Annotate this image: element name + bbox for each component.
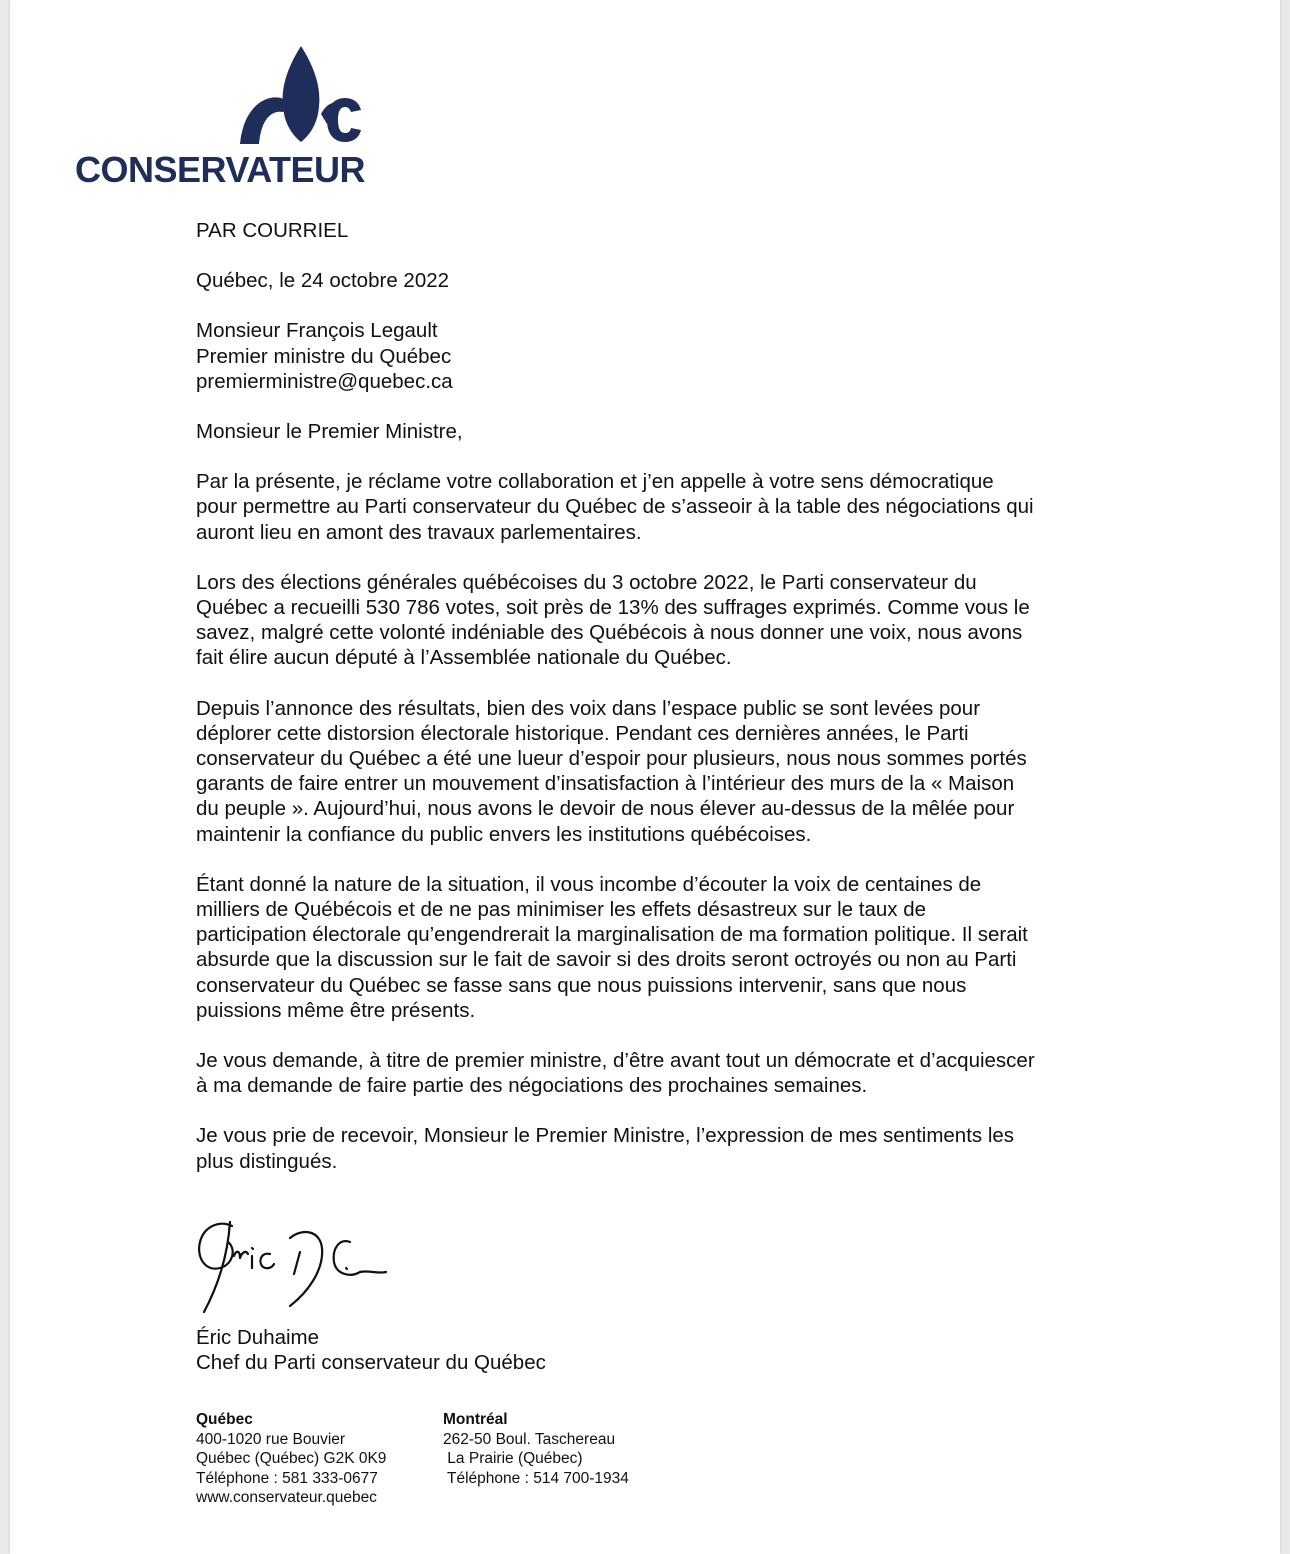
paragraph-line: maintenir la confiance du public envers les institutions québécoises. [196,822,812,846]
office-city: Montréal [443,1411,508,1428]
recipient-title: Premier ministre du Québec [196,344,452,368]
paragraph-line: savez, malgré cette volonté indéniable des Québécois à nous donner une voix, nous avons [196,621,1023,645]
paragraph-line: Je vous demande, à titre de premier ministre, d’être avant tout un démocrate et d’acquiescer [196,1049,1035,1073]
letter-body [196,218,1116,1199]
paragraph-line: pour permettre au Parti conservateur du Québec de s’asseoir à la table des négociations qui [196,495,1034,519]
office-phone: Téléphone : 514 700-1934 [443,1469,629,1487]
office-address-line: 400-1020 rue Bouvier [196,1430,346,1448]
logo-wordmark: CONSERVATEUR [75,149,366,190]
letter-date: Québec, le 24 octobre 2022 [196,269,450,293]
office-address-line: 262-50 Boul. Taschereau [443,1430,616,1448]
paragraph [196,872,1116,1023]
paragraph-line: fait élire aucun député à l’Assemblée nationale du Québec. [196,646,732,670]
letter-page [10,0,1280,1554]
paragraph-line: Depuis l’annonce des résultats, bien des voix dans l’espace public se sont levées pour [196,696,981,720]
paragraph-line: auront lieu en amont des travaux parlementaires. [196,520,642,544]
office-address-line: La Prairie (Québec) [443,1450,583,1467]
paragraph-line: du peuple ». Aujourd’hui, nous avons le devoir de nous élever au-dessus de la mêlée pour [196,797,1015,821]
paragraph [196,469,1116,545]
recipient-name: Monsieur François Legault [196,319,438,343]
handwritten-signature [190,1212,400,1322]
paragraph [196,1048,1116,1098]
party-logo [75,40,385,190]
delivery-method: PAR COURRIEL [196,219,349,242]
closing-paragraph [196,1123,1116,1173]
signer-block [196,1325,546,1375]
office-city: Québec [196,1411,253,1428]
paragraph [196,570,1116,671]
footer-quebec-office [196,1410,386,1508]
paragraph-line: Je vous prie de recevoir, Monsieur le Premier Ministre, l’expression de mes sentiments les [196,1124,1015,1148]
paragraph-line: déplorer cette distorsion électorale historique. Pendant ces dernières années, le Parti [196,721,969,745]
paragraph-line: Québec a recueilli 530 786 votes, soit près de 13% des suffrages exprimés. Comme vous le [196,596,1030,620]
paragraph-line: plus distingués. [196,1149,338,1173]
paragraph-line: Étant donné la nature de la situation, il vous incombe d’écouter la voix de centaines de [196,872,982,896]
paragraph-line: absurde que la discussion sur le fait de savoir si des droits seront octroyés ou non au Parti [196,948,1017,972]
paragraph [196,696,1116,847]
paragraph-line: puissions même être présents. [196,998,476,1022]
signer-name: Éric Duhaime [196,1326,320,1349]
paragraph-line: Par la présente, je réclame votre collaboration et j’en appelle à votre sens démocratique [196,470,994,494]
office-phone: Téléphone : 581 333-0677 [196,1469,378,1487]
paragraph-line: conservateur du Québec se fasse sans que nous puissions intervenir, sans que nous [196,973,967,997]
paragraph-line: Lors des élections générales québécoises du 3 octobre 2022, le Parti conservateur du [196,570,977,594]
paragraph-line: participation électorale qu’engendrerait la marginalisation de ma formation politique. Il serait [196,923,1028,947]
paragraph-line: garants de faire entrer un mouvement d’insatisfaction à l’intérieur des murs de la « Maison [196,772,1015,796]
signer-title: Chef du Parti conservateur du Québec [196,1351,546,1375]
footer-montreal-office [443,1410,629,1488]
salutation: Monsieur le Premier Ministre, [196,420,463,444]
paragraph-line: conservateur du Québec a été une lueur d’espoir pour plusieurs, nous nous sommes portés [196,747,1027,771]
website-link[interactable]: www.conservateur.quebec [196,1489,377,1506]
office-address-line: Québec (Québec) G2K 0K9 [196,1450,387,1467]
recipient-block [196,318,1116,394]
fleur-de-lis-c-icon [75,40,375,150]
recipient-email[interactable]: premierministre@quebec.ca [196,369,453,393]
paragraph-line: milliers de Québécois et de ne pas minimiser les effets désastreux sur le taux de [196,898,927,922]
paragraph-line: à ma demande de faire partie des négociations des prochaines semaines. [196,1074,868,1098]
